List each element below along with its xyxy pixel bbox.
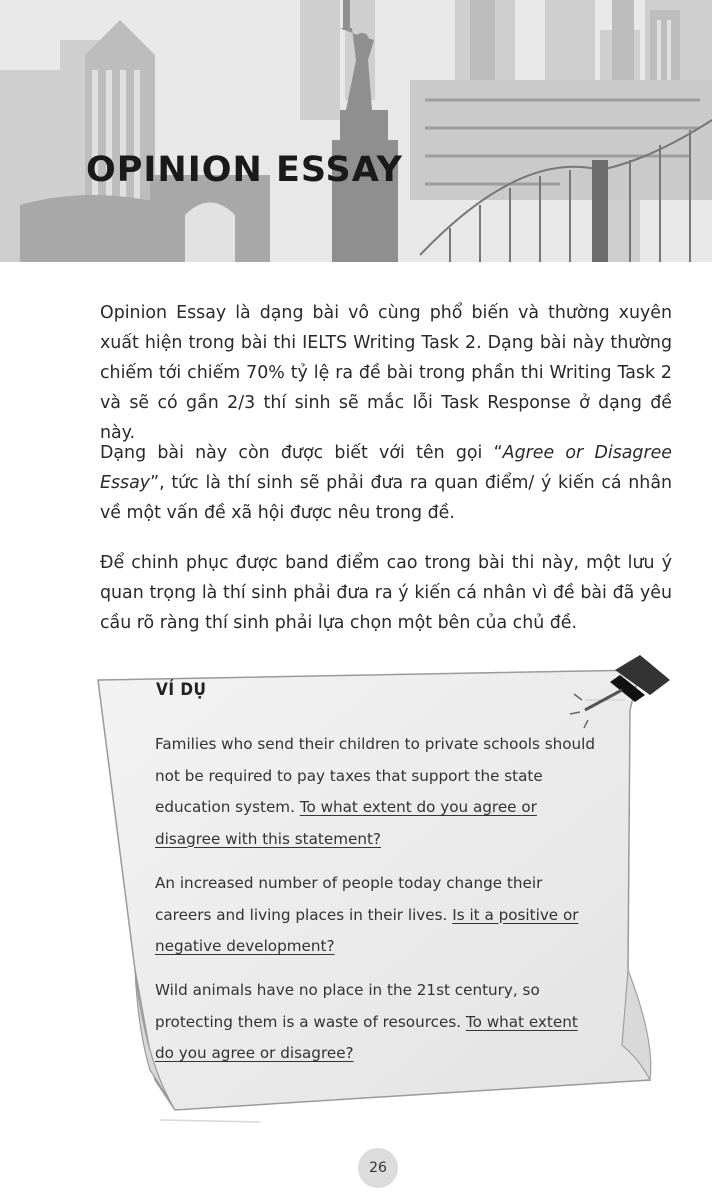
advice-paragraph: Để chinh phục được band điểm cao trong bài thi này, một lưu ý quan trọng là thí sinh phải đưa ra ý kiến cá nhân vì đề bài đã yêu cầu rõ ràng thí sinh phải lựa chọn một bên của chủ đề. [100, 553, 672, 633]
example-3-statement: Wild animals have no place in the 21st century, so protecting them is a waste of resources. [155, 981, 540, 1031]
example-3-question: To what extent do you agree or disagree? [155, 1012, 578, 1062]
example-box-title: VÍ DỤ [156, 680, 207, 700]
example-item-1 [155, 729, 597, 855]
page-title: OPINION ESSAY [86, 150, 403, 190]
example-2-question: Is it a positive or negative development? [155, 905, 579, 955]
example-box [0, 640, 712, 1140]
definition-before: Dạng bài này còn được biết với tên gọi “ [100, 443, 503, 463]
pushpin-icon [560, 650, 680, 730]
city-skyline-illustration [0, 0, 712, 262]
header-banner [0, 0, 712, 262]
example-item-3 [155, 975, 597, 1070]
example-1-question: To what extent do you agree or disagree with this statement? [155, 798, 537, 848]
example-item-2 [155, 868, 597, 963]
example-2-statement: An increased number of people today change their careers and living places in their lives. [155, 874, 543, 924]
definition-paragraph [100, 438, 672, 528]
definition-term: Agree or Disagree Essay [100, 443, 672, 493]
definition-after: ”, tức là thí sinh sẽ phải đưa ra quan điểm/ ý kiến cá nhân về một vấn đề xã hội được nêu trong đề. [100, 473, 672, 523]
page-number: 26 [358, 1148, 398, 1188]
example-1-statement: Families who send their children to private schools should not be required to pay taxes that support the state education system. [155, 735, 596, 816]
intro-paragraph: Opinion Essay là dạng bài vô cùng phổ biến và thường xuyên xuất hiện trong bài thi IELTS Writing Task 2. Dạng bài này thường chiếm tới chiếm 70% tỷ lệ ra đề bài trong phần thi Writing Task 2 và sẽ có gần 2/3 thí sinh sẽ mắc lỗi Task Response ở dạng đề này. [100, 303, 672, 443]
